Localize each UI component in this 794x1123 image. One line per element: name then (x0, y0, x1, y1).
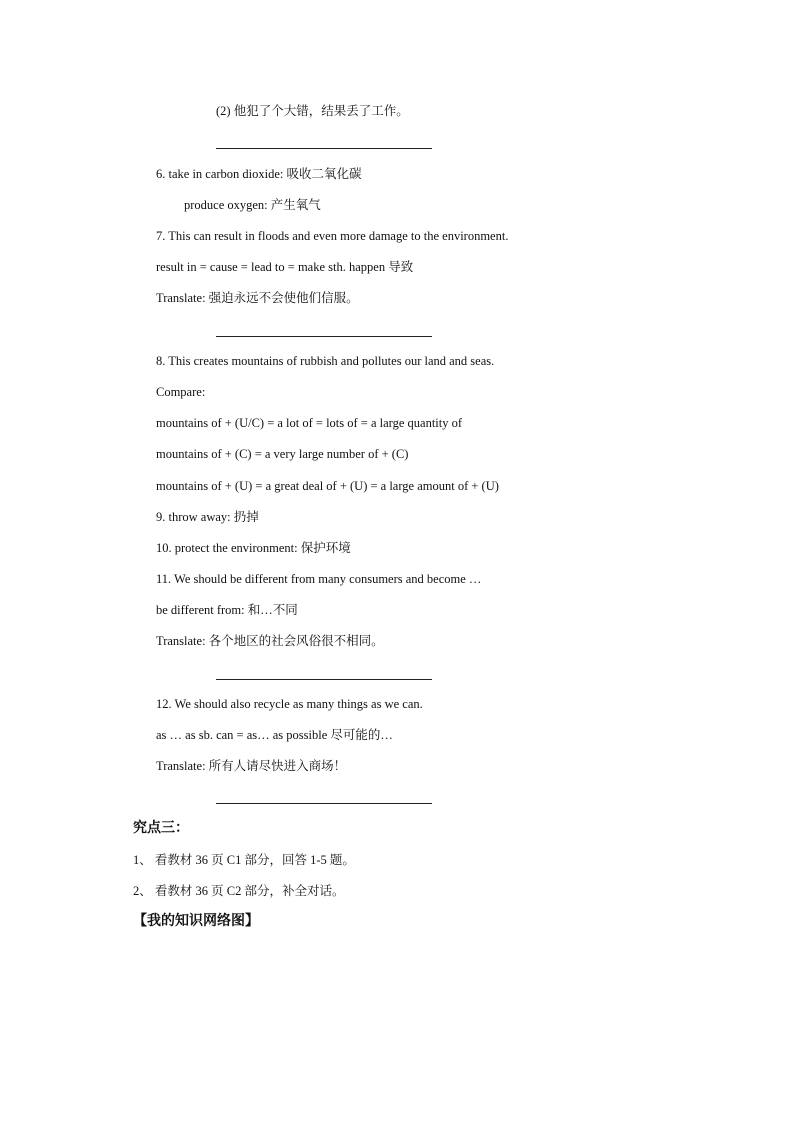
exercise-sentence-2: (2) 他犯了个大错，结果丢了工作。 (216, 104, 409, 118)
item-6-phrase: 6. take in carbon dioxide: 吸收二氧化碳 (156, 167, 362, 181)
item-11-translate: Translate: 各个地区的社会风俗很不相同。 (156, 634, 384, 648)
item-11-note: be different from: 和…不同 (156, 603, 298, 617)
answer-blank-3[interactable] (216, 679, 432, 680)
item-7-translate: Translate: 强迫永远不会使他们信服。 (156, 291, 359, 305)
answer-blank-4[interactable] (216, 803, 432, 804)
item-8-note-1: mountains of + (U/C) = a lot of = lots of = a large quantity of (156, 416, 463, 430)
knowledge-map-heading: 【我的知识网络图】 (133, 914, 259, 929)
item-6-subphrase: produce oxygen: 产生氧气 (184, 198, 321, 212)
item-12-translate: Translate: 所有人请尽快进入商场！ (156, 759, 347, 773)
answer-blank-1[interactable] (216, 148, 432, 149)
item-12-note: as … as sb. can = as… as possible 尽可能的… (156, 728, 393, 742)
item-9-phrase: 9. throw away: 扔掉 (156, 510, 259, 524)
item-8-note-3: mountains of + (U) = a great deal of + (U) = a large amount of + (U) (156, 479, 499, 493)
item-7-note: result in = cause = lead to = make sth. happen 导致 (156, 260, 414, 274)
task-2: 2、 看教材 36 页 C2 部分，补全对话。 (133, 884, 345, 898)
section-heading: 究点三： (133, 821, 189, 836)
answer-blank-2[interactable] (216, 336, 432, 337)
item-7-sentence: 7. This can result in floods and even more damage to the environment. (156, 229, 509, 243)
item-8-note-2: mountains of + (C) = a very large number of + (C) (156, 447, 409, 461)
item-12-sentence: 12. We should also recycle as many things as we can. (156, 697, 423, 711)
item-8-sentence: 8. This creates mountains of rubbish and pollutes our land and seas. (156, 354, 495, 368)
item-8-compare: Compare: (156, 385, 206, 399)
item-10-phrase: 10. protect the environment: 保护环境 (156, 541, 351, 555)
item-11-sentence: 11. We should be different from many consumers and become … (156, 572, 482, 586)
task-1: 1、 看教材 36 页 C1 部分，回答 1-5 题。 (133, 853, 355, 867)
